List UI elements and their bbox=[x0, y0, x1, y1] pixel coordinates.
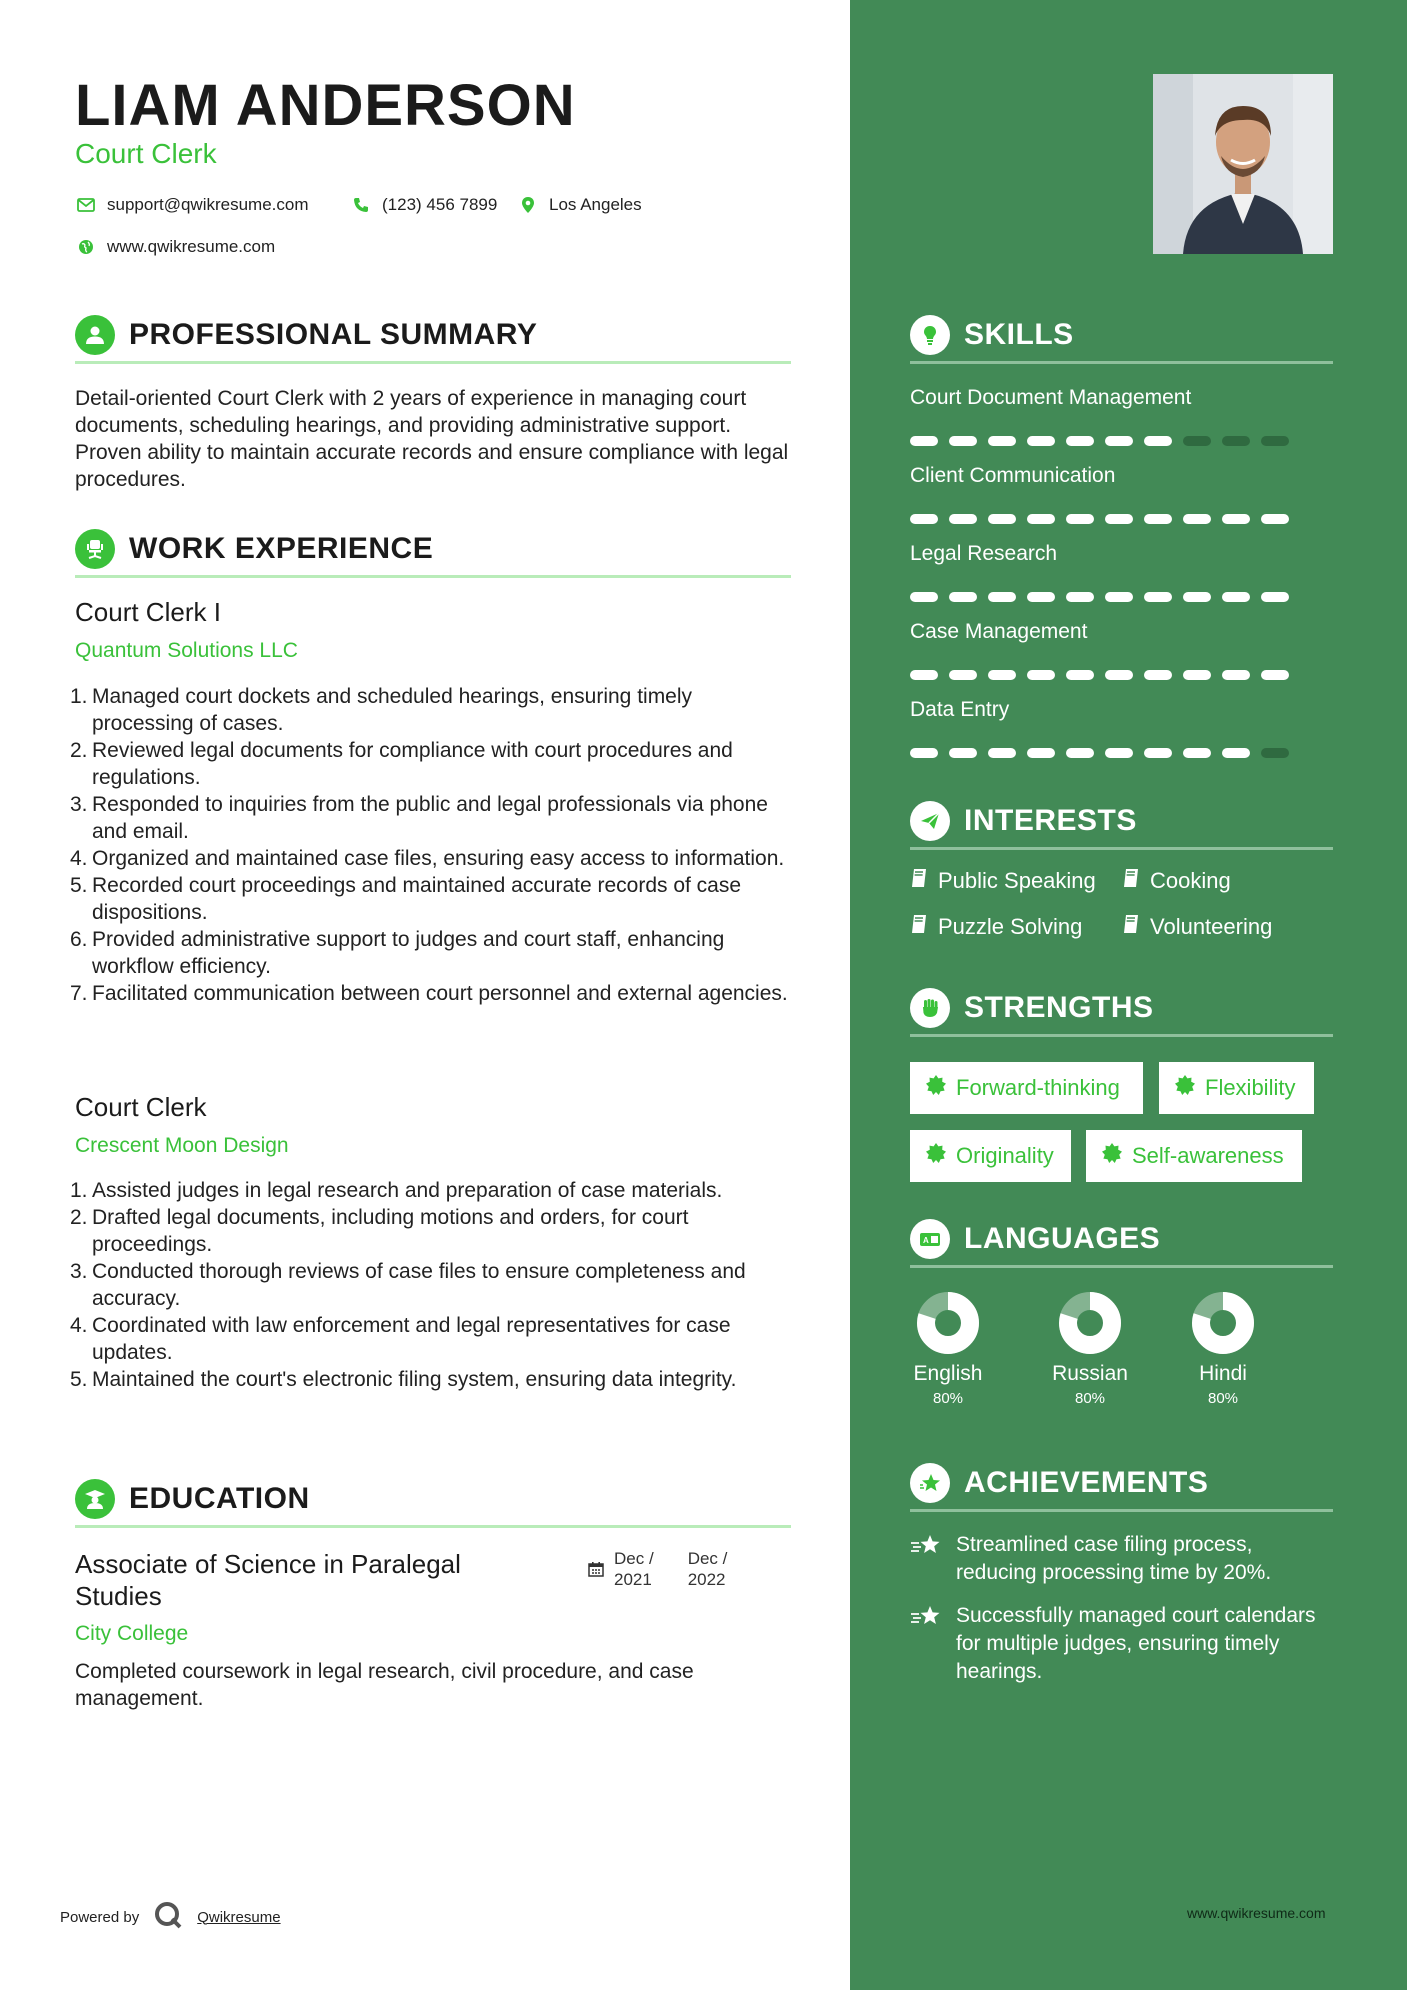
list-item: 6. Provided administrative support to judges and court staff, enhancing workflow efficiency. bbox=[70, 928, 725, 978]
achievement-item bbox=[910, 1602, 1333, 1686]
strength-label: Flexibility bbox=[1205, 1075, 1296, 1100]
skill-level-segment bbox=[1066, 670, 1094, 680]
section-title: SKILLS bbox=[964, 317, 1074, 351]
strength-label: Forward-thinking bbox=[956, 1075, 1120, 1100]
strength-tag bbox=[910, 1130, 1071, 1182]
language-item bbox=[1050, 1290, 1130, 1407]
section-title: LANGUAGES bbox=[964, 1221, 1161, 1255]
interest-label: Volunteering bbox=[1150, 914, 1273, 939]
summary-text: Detail-oriented Court Clerk with 2 years of experience in managing court documents, scheduling hearings, and providing administrative support. Proven ability to maintain accurate records and ensure compliance with legal procedures. bbox=[75, 387, 789, 491]
contact-email[interactable] bbox=[75, 194, 309, 216]
degree-title bbox=[75, 1548, 461, 1612]
job-responsibilities bbox=[70, 683, 790, 1007]
skill-level-segment bbox=[1222, 592, 1250, 602]
translate-icon bbox=[910, 1219, 950, 1259]
shooting-star-icon bbox=[910, 1531, 944, 1587]
degree-line: Associate of Science in Paralegal bbox=[75, 1549, 461, 1579]
profile-photo bbox=[1153, 74, 1333, 254]
skill-name: Client Communication bbox=[910, 464, 1116, 487]
strength-label: Self-awareness bbox=[1132, 1143, 1284, 1168]
list-item: 1. Managed court dockets and scheduled hearings, ensuring timely processing of cases. bbox=[70, 685, 693, 735]
achievement-text: Streamlined case filing process, reducing processing time by 20%. bbox=[956, 1533, 1272, 1584]
skill-name: Court Document Management bbox=[910, 386, 1192, 409]
job-company: Crescent Moon Design bbox=[75, 1134, 289, 1157]
skill-level-segment bbox=[1183, 436, 1211, 446]
map-pin-icon bbox=[517, 194, 539, 216]
job-title: Court Clerk I bbox=[75, 597, 221, 627]
list-item: 3. Conducted thorough reviews of case files to ensure completeness and accuracy. bbox=[70, 1260, 746, 1310]
skill-level-segment bbox=[1066, 592, 1094, 602]
skill-level-segment bbox=[1066, 436, 1094, 446]
graduate-icon bbox=[75, 1479, 115, 1519]
section-title: PROFESSIONAL SUMMARY bbox=[129, 317, 538, 351]
seal-badge-icon bbox=[926, 1143, 946, 1169]
skill-level-segment bbox=[1144, 592, 1172, 602]
interest-item bbox=[910, 868, 1096, 894]
language-donut bbox=[915, 1290, 981, 1356]
skill-level-segment bbox=[988, 748, 1016, 758]
skill-level-segment bbox=[1183, 592, 1211, 602]
footer-website[interactable]: www.qwikresume.com bbox=[1187, 1905, 1326, 1921]
education-dates bbox=[588, 1548, 727, 1590]
degree-line: Studies bbox=[75, 1581, 162, 1611]
skill-level-segment bbox=[1261, 436, 1289, 446]
skill-level-segment bbox=[1222, 748, 1250, 758]
job-company: Quantum Solutions LLC bbox=[75, 639, 298, 662]
skill-level-segment bbox=[910, 670, 938, 680]
language-donut bbox=[1190, 1290, 1256, 1356]
language-name: English bbox=[913, 1362, 983, 1385]
skill-level-segment bbox=[1105, 514, 1133, 524]
skill-level-segment bbox=[949, 436, 977, 446]
list-item: 4. Organized and maintained case files, ensuring easy access to information. bbox=[70, 847, 785, 870]
list-item: 5. Recorded court proceedings and maintained accurate records of case dispositions. bbox=[70, 874, 742, 924]
skill-level-segment bbox=[1222, 436, 1250, 446]
language-value: 80% bbox=[1074, 1390, 1106, 1407]
strength-label: Originality bbox=[956, 1143, 1054, 1168]
strength-tag bbox=[910, 1062, 1143, 1114]
job-responsibilities bbox=[70, 1177, 790, 1393]
list-item: 4. Coordinated with law enforcement and legal representatives for case updates. bbox=[70, 1314, 731, 1364]
skill-level-segment bbox=[1222, 514, 1250, 524]
skill-level-bar bbox=[910, 670, 1289, 680]
qwikresume-logo-icon bbox=[153, 1900, 183, 1934]
calendar-icon bbox=[588, 1561, 604, 1577]
skill-level-segment bbox=[988, 514, 1016, 524]
education-description: Completed coursework in legal research, civil procedure, and case management. bbox=[75, 1660, 694, 1710]
phone-icon bbox=[350, 194, 372, 216]
section-title: INTERESTS bbox=[964, 803, 1137, 837]
skill-level-segment bbox=[1183, 670, 1211, 680]
skill-level-segment bbox=[1222, 670, 1250, 680]
skill-level-segment bbox=[1027, 436, 1055, 446]
skill-level-segment bbox=[1261, 514, 1289, 524]
job-title: Court Clerk bbox=[75, 1092, 207, 1122]
list-item: 1. Assisted judges in legal research and preparation of case materials. bbox=[70, 1179, 723, 1202]
skill-level-segment bbox=[1105, 670, 1133, 680]
interest-label: Cooking bbox=[1150, 868, 1231, 893]
shooting-star-icon bbox=[910, 1602, 944, 1686]
powered-by-text: Powered by bbox=[60, 1908, 140, 1926]
book-icon bbox=[910, 914, 928, 940]
skill-name: Data Entry bbox=[910, 698, 1010, 721]
skill-level-segment bbox=[1027, 748, 1055, 758]
interest-item bbox=[910, 914, 1082, 940]
skill-name: Case Management bbox=[910, 620, 1088, 643]
section-languages bbox=[910, 1212, 1333, 1268]
skill-level-segment bbox=[1261, 592, 1289, 602]
list-item: 3. Responded to inquiries from the public and legal professionals via phone and email. bbox=[70, 793, 768, 843]
candidate-name: LIAM ANDERSON bbox=[75, 73, 576, 138]
strength-tag bbox=[1159, 1062, 1314, 1114]
school-name: City College bbox=[75, 1622, 189, 1645]
skill-level-segment bbox=[988, 670, 1016, 680]
skill-level-segment bbox=[1027, 514, 1055, 524]
language-item bbox=[910, 1290, 986, 1407]
education-end: Dec / 2022 bbox=[687, 1549, 728, 1589]
office-chair-icon bbox=[75, 529, 115, 569]
education-start: Dec / 2021 bbox=[614, 1549, 654, 1589]
raised-fist-icon bbox=[910, 988, 950, 1028]
section-professional-summary bbox=[75, 308, 791, 364]
skill-level-bar bbox=[910, 592, 1289, 602]
interest-item bbox=[1122, 868, 1231, 894]
achievement-text: Successfully managed court calendars for multiple judges, ensuring timely hearings. bbox=[956, 1604, 1316, 1683]
skill-level-segment bbox=[1261, 670, 1289, 680]
skill-level-segment bbox=[1144, 670, 1172, 680]
skill-level-segment bbox=[949, 592, 977, 602]
skill-level-bar bbox=[910, 514, 1289, 524]
skill-level-segment bbox=[1027, 670, 1055, 680]
language-value: 80% bbox=[1207, 1390, 1239, 1407]
interest-label: Puzzle Solving bbox=[938, 914, 1083, 939]
skill-level-segment bbox=[949, 514, 977, 524]
seal-badge-icon bbox=[1175, 1075, 1195, 1101]
contact-website[interactable] bbox=[75, 236, 275, 258]
powered-by-footer bbox=[60, 1900, 281, 1934]
skill-level-segment bbox=[1027, 592, 1055, 602]
language-name: Russian bbox=[1052, 1362, 1128, 1385]
seal-badge-icon bbox=[926, 1075, 946, 1101]
section-title: WORK EXPERIENCE bbox=[129, 531, 434, 565]
skill-level-segment bbox=[988, 436, 1016, 446]
skill-level-segment bbox=[1066, 748, 1094, 758]
lightbulb-icon bbox=[910, 315, 950, 355]
section-title: ACHIEVEMENTS bbox=[964, 1465, 1209, 1499]
section-skills bbox=[910, 308, 1333, 364]
skill-level-segment bbox=[1261, 748, 1289, 758]
section-achievements bbox=[910, 1456, 1333, 1512]
skill-level-segment bbox=[949, 670, 977, 680]
section-education bbox=[75, 1472, 791, 1528]
paper-plane-icon bbox=[910, 801, 950, 841]
website-text: www.qwikresume.com bbox=[107, 237, 276, 256]
seal-badge-icon bbox=[1102, 1143, 1122, 1169]
list-item: 2. Drafted legal documents, including motions and orders, for court proceedings. bbox=[70, 1206, 689, 1256]
skill-level-segment bbox=[1105, 436, 1133, 446]
interest-label: Public Speaking bbox=[938, 868, 1096, 893]
skill-level-segment bbox=[1105, 748, 1133, 758]
section-title: EDUCATION bbox=[129, 1481, 310, 1515]
user-icon bbox=[75, 315, 115, 355]
section-title: STRENGTHS bbox=[964, 990, 1154, 1024]
skill-level-segment bbox=[1144, 436, 1172, 446]
skill-level-segment bbox=[910, 514, 938, 524]
language-name: Hindi bbox=[1199, 1362, 1247, 1385]
section-interests bbox=[910, 794, 1333, 850]
skill-level-segment bbox=[910, 592, 938, 602]
phone-text: (123) 456 7899 bbox=[382, 195, 498, 214]
contact-phone[interactable] bbox=[350, 194, 497, 216]
star-award-icon bbox=[910, 1463, 950, 1503]
language-donut bbox=[1057, 1290, 1123, 1356]
skill-level-segment bbox=[1144, 748, 1172, 758]
envelope-icon bbox=[75, 194, 97, 216]
language-item bbox=[1190, 1290, 1256, 1407]
skill-level-segment bbox=[910, 748, 938, 758]
skill-level-segment bbox=[1105, 592, 1133, 602]
skill-level-segment bbox=[988, 592, 1016, 602]
language-value: 80% bbox=[932, 1390, 964, 1407]
book-icon bbox=[1122, 868, 1140, 894]
skill-level-segment bbox=[1183, 748, 1211, 758]
candidate-title: Court Clerk bbox=[75, 138, 217, 169]
skill-level-bar bbox=[910, 748, 1289, 758]
book-icon bbox=[1122, 914, 1140, 940]
skill-level-segment bbox=[1144, 514, 1172, 524]
brand-link[interactable]: Qwikresume bbox=[197, 1908, 281, 1926]
email-text: support@qwikresume.com bbox=[107, 195, 309, 214]
contact-location bbox=[517, 194, 642, 216]
section-work-experience bbox=[75, 522, 791, 578]
strength-tag bbox=[1086, 1130, 1302, 1182]
interest-item bbox=[1122, 914, 1272, 940]
section-strengths bbox=[910, 981, 1333, 1037]
list-item: 2. Reviewed legal documents for compliance with court procedures and regulations. bbox=[70, 739, 733, 789]
svg-text:A: A bbox=[923, 1235, 929, 1245]
location-text: Los Angeles bbox=[549, 195, 642, 214]
skill-level-segment bbox=[1183, 514, 1211, 524]
book-icon bbox=[910, 868, 928, 894]
skill-level-segment bbox=[910, 436, 938, 446]
achievement-item bbox=[910, 1531, 1333, 1587]
list-item: 7. Facilitated communication between court personnel and external agencies. bbox=[70, 982, 788, 1005]
skill-level-bar bbox=[910, 436, 1289, 446]
list-item: 5. Maintained the court's electronic filing system, ensuring data integrity. bbox=[70, 1368, 737, 1391]
skill-level-segment bbox=[1066, 514, 1094, 524]
skill-name: Legal Research bbox=[910, 542, 1058, 565]
skill-level-segment bbox=[949, 748, 977, 758]
person-portrait-icon bbox=[1153, 74, 1333, 254]
globe-icon bbox=[75, 236, 97, 258]
